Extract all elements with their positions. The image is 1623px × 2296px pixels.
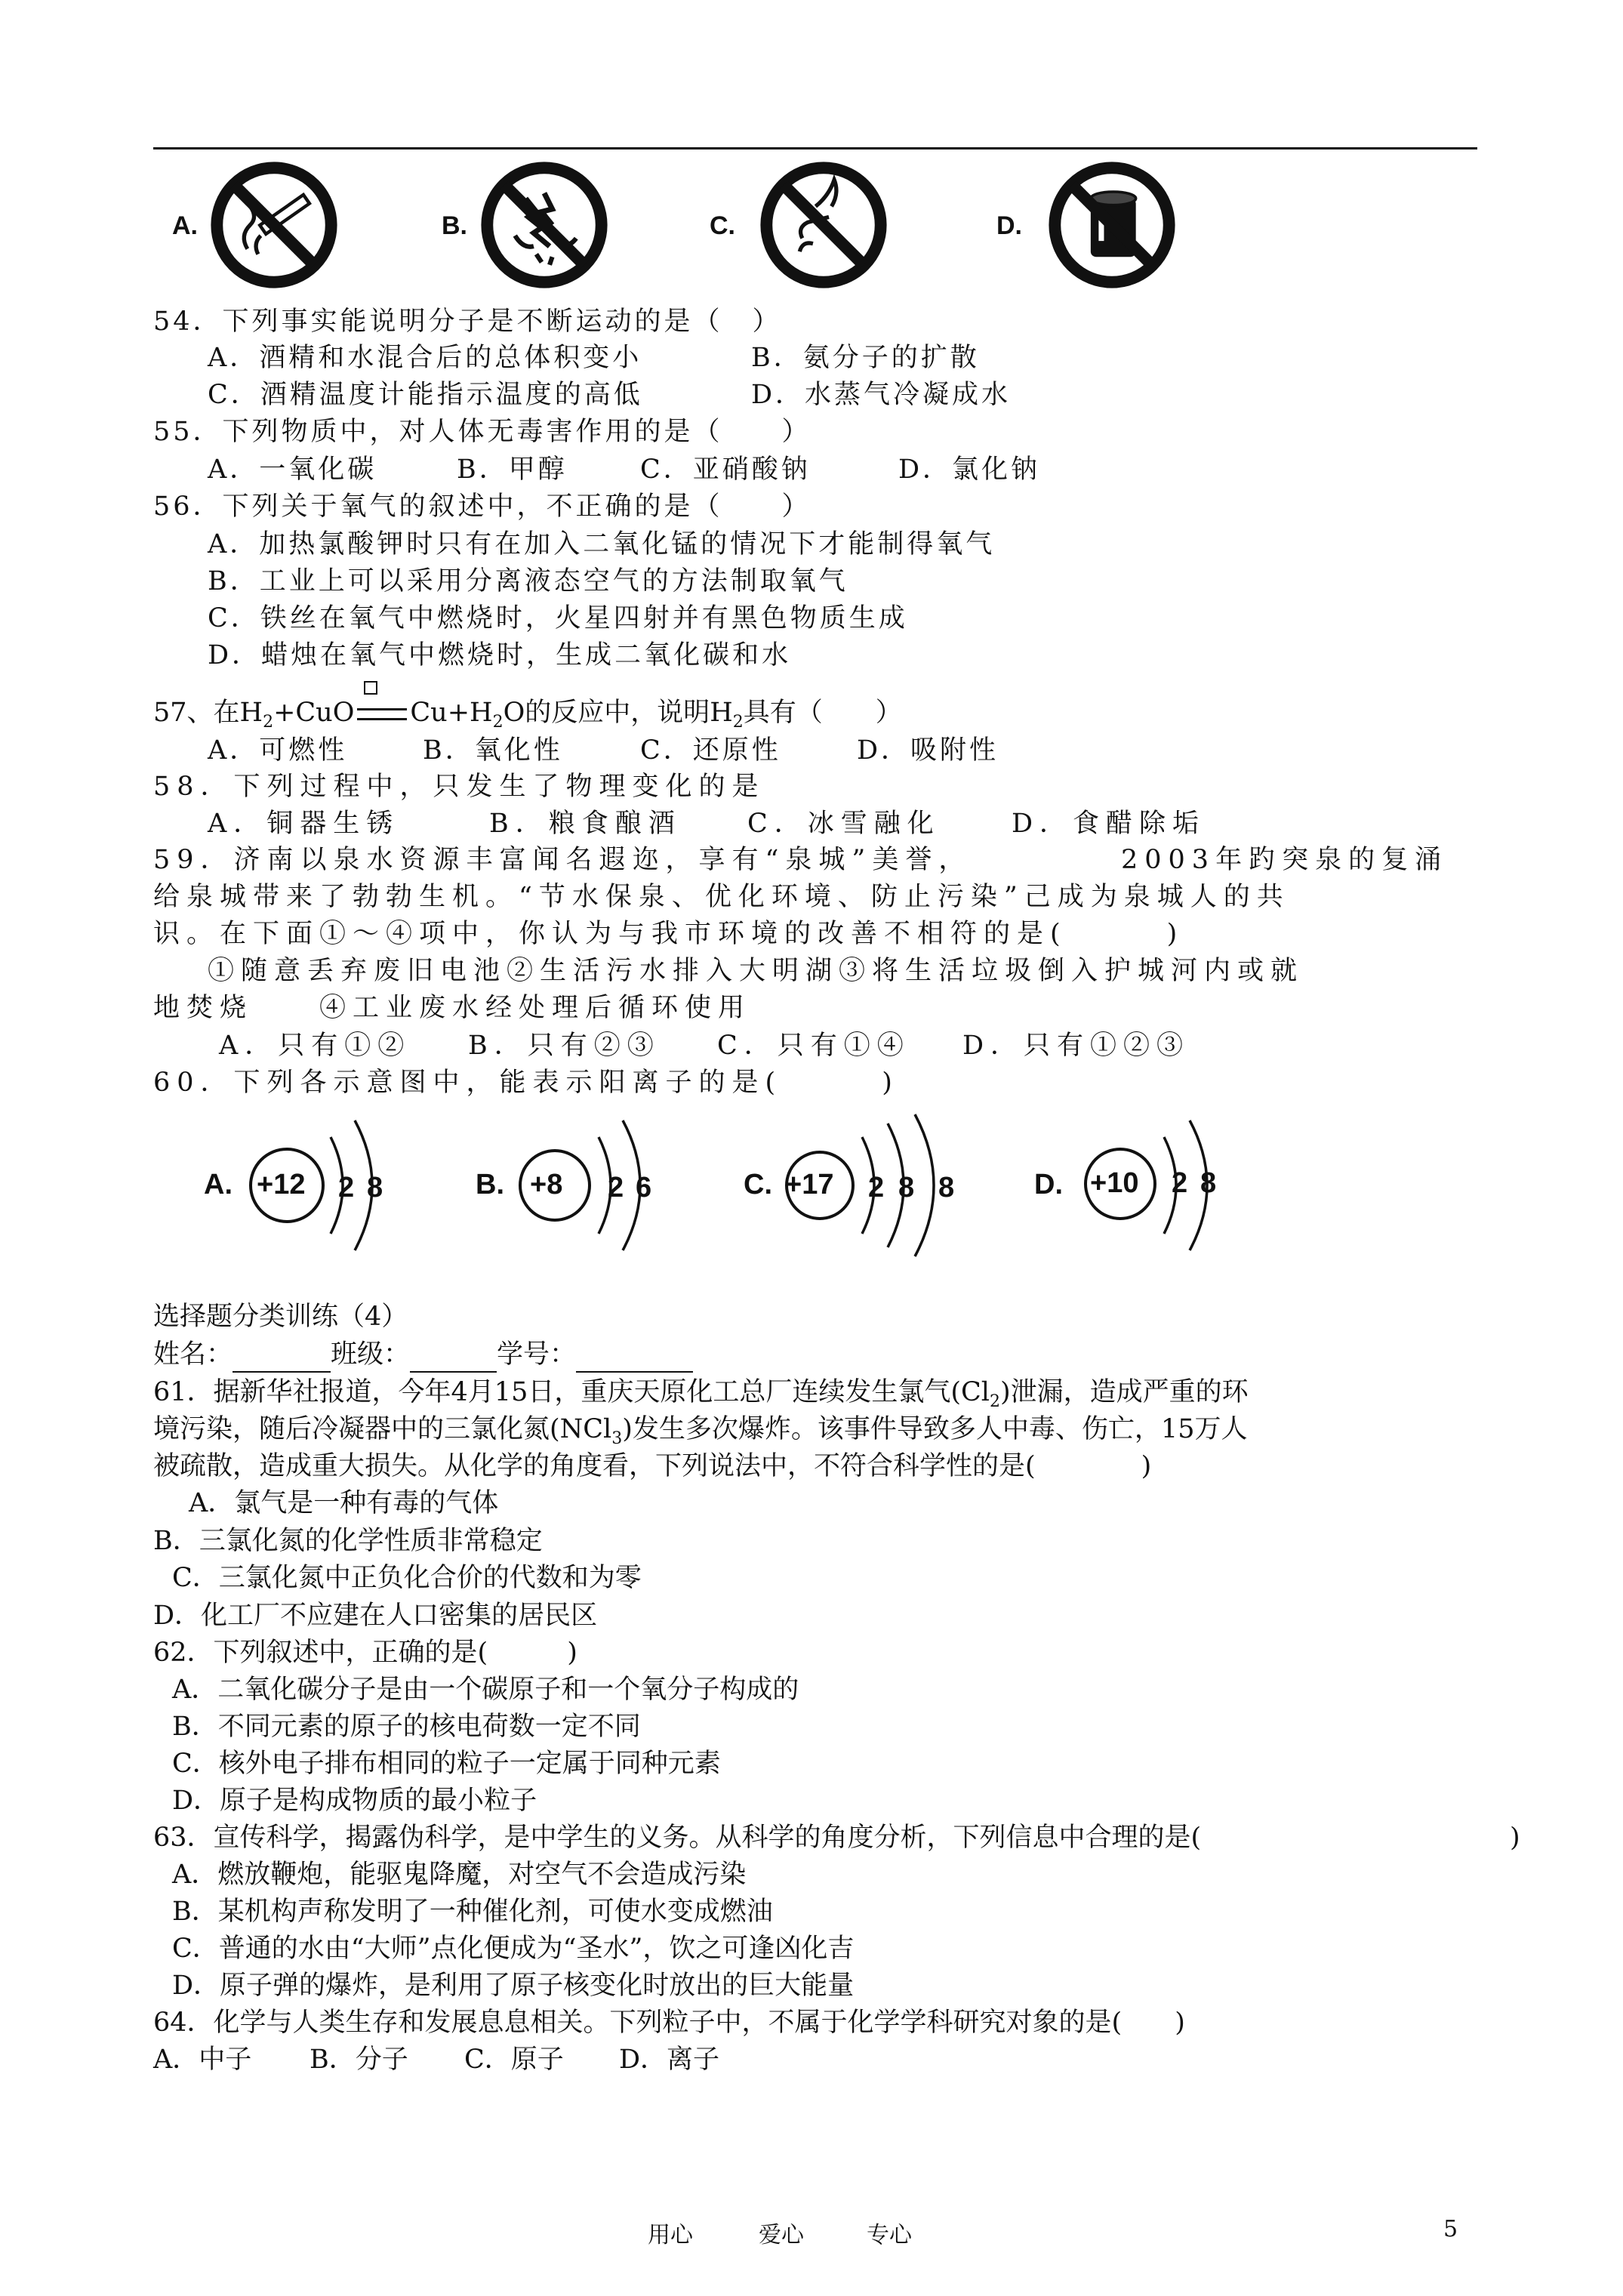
no-fireworks-icon: [478, 159, 611, 291]
question-61-line-2: 境污染，随后冷凝器中的三氯化氮(NCl$_3$)发生多次爆炸。该事件导致多人中毒、伤亡，15万人: [153, 1414, 1248, 1448]
question-61-line-1: 61．据新华社报道，今年4月15日，重庆天原化工总厂连续发生氯气$(Cl_2)$泄漏，造成严重的环: [153, 1377, 1249, 1411]
question-59-line-3: 识。在下面①～④项中，你认为与我市环境的改善不相符的是( ): [153, 919, 1184, 949]
atom-shell-c-3: 8: [938, 1172, 955, 1203]
atom-label-d: D.: [1034, 1169, 1063, 1200]
symbol-label-c: C.: [710, 211, 735, 240]
q59-option-d: D．只有①②③: [962, 1031, 1190, 1061]
symbol-label-a: A.: [172, 211, 198, 240]
q57-option-d: D．吸附性: [857, 735, 999, 766]
question-57-stem: 57、在$H_2+CuO$ $Cu+H_2O$的反应中，说明$H_2$具有（ ）: [153, 698, 902, 732]
question-63-close-paren: ): [1510, 1823, 1520, 1853]
q57-option-a: A．可燃性: [208, 735, 348, 766]
student-info-row: 姓名： 班级： 学号：: [153, 1336, 693, 1373]
q62-option-c: C．核外电子排布相同的粒子一定属于同种元素: [172, 1749, 721, 1779]
atom-nucleus-a: +12: [257, 1169, 306, 1200]
q55-option-d: D．氯化钠: [898, 455, 1041, 485]
student-id-blank: [576, 1345, 693, 1373]
page-number: 5: [1443, 2216, 1458, 2242]
q58-option-d: D．食醋除垢: [1012, 809, 1206, 839]
question-59-line-2: 给泉城带来了勃勃生机。“节水保泉、优化环境、防止污染”己成为泉城人的共: [153, 882, 1290, 912]
q55-option-c: C．亚硝酸钠: [640, 455, 811, 485]
no-smoking-icon: [208, 159, 340, 291]
question-63-stem: 63．宣传科学，揭露伪科学，是中学生的义务。从科学的角度分析，下列信息中合理的是(: [153, 1823, 1202, 1853]
q61-option-b: B．三氯化氮的化学性质非常稳定: [153, 1526, 543, 1556]
equals-double-bar: [357, 708, 407, 720]
q54-option-c: C．酒精温度计能指示温度的高低: [208, 380, 643, 410]
footer-motto-2: 爱心: [759, 2222, 804, 2248]
q58-option-a: A．铜器生锈: [208, 809, 400, 839]
class-blank: [410, 1345, 497, 1373]
atom-shell-b-1: 2: [608, 1172, 624, 1203]
question-54-stem: 54．下列事实能说明分子是不断运动的是（ ）: [153, 307, 782, 337]
question-59-line-4: ①随意丢弃废旧电池②生活污水排入大明湖③将生活垃圾倒入护城河内或就: [208, 956, 1304, 986]
question-61-line-3: 被疏散，造成重大损失。从化学的角度看，下列说法中，不符合科学性的是( ): [153, 1451, 1152, 1481]
question-59-line-1b: 2003年趵突泉的复涌: [1121, 845, 1449, 875]
atom-label-c: C.: [744, 1169, 772, 1200]
q63-option-b: B．某机构声称发明了一种催化剂，可使水变成燃油: [172, 1897, 773, 1927]
question-59-line-5: 地焚烧 ④工业废水经处理后循环使用: [153, 993, 752, 1023]
footer-motto-1: 用心: [648, 2222, 693, 2248]
symbol-label-d: D.: [996, 211, 1022, 240]
q54-option-b: B．氨分子的扩散: [751, 343, 980, 373]
question-64-stem: 64．化学与人类生存和发展息息相关。下列粒子中，不属于化学学科研究对象的是( ): [153, 2008, 1185, 2038]
atom-shell-a-2: 8: [367, 1172, 383, 1203]
question-62-stem: 62．下列叙述中，正确的是( ): [153, 1638, 577, 1668]
no-flammable-storage-icon: [1046, 159, 1178, 291]
header-rule: [153, 147, 1477, 149]
atom-nucleus-c: +17: [785, 1169, 834, 1200]
footer-motto-3: 专心: [867, 2222, 912, 2248]
q61-option-c: C．三氯化氮中正负化合价的代数和为零: [172, 1563, 642, 1593]
q56-option-b: B．工业上可以采用分离液态空气的方法制取氧气: [208, 566, 848, 596]
q58-option-c: C．冰雪融化: [747, 809, 941, 839]
q59-option-a: A．只有①②: [219, 1031, 411, 1061]
atom-nucleus-d: +10: [1090, 1167, 1139, 1199]
q63-option-c: C．普通的水由“大师”点化便成为“圣水”，饮之可逢凶化吉: [172, 1934, 855, 1964]
atom-shell-d-2: 8: [1200, 1167, 1217, 1199]
section-title: 选择题分类训练（4）: [153, 1302, 408, 1332]
q55-option-b: B．甲醇: [457, 455, 568, 485]
atom-shell-d-1: 2: [1172, 1167, 1188, 1199]
q62-option-a: A．二氧化碳分子是由一个碳原子和一个氧分子构成的: [172, 1675, 799, 1705]
q59-option-b: B．只有②③: [468, 1031, 661, 1061]
q57-option-b: B．氧化性: [423, 735, 563, 766]
q64-option-c: C．原子: [464, 2045, 564, 2075]
q61-option-a: A．氯气是一种有毒的气体: [189, 1488, 499, 1518]
q62-option-d: D．原子是构成物质的最小粒子: [172, 1786, 537, 1816]
reaction-condition-box: [364, 681, 377, 695]
atom-label-a: A.: [204, 1169, 233, 1200]
q64-option-a: A．中子: [153, 2045, 252, 2075]
question-55-stem: 55．下列物质中，对人体无毒害作用的是（ ）: [153, 417, 812, 447]
q56-option-c: C．铁丝在氧气中燃烧时，火星四射并有黑色物质生成: [208, 603, 908, 633]
question-60-stem: 60．下列各示意图中，能表示阳离子的是( ): [153, 1068, 899, 1098]
q64-option-d: D．离子: [619, 2045, 720, 2075]
atom-shell-c-1: 2: [868, 1172, 885, 1203]
q54-option-a: A．酒精和水混合后的总体积变小: [208, 343, 642, 373]
atom-shell-a-1: 2: [338, 1172, 355, 1203]
q61-option-d: D．化工厂不应建在人口密集的居民区: [153, 1601, 598, 1631]
q56-option-d: D．蜡烛在氧气中燃烧时，生成二氧化碳和水: [208, 640, 792, 670]
q63-option-a: A．燃放鞭炮，能驱鬼降魔，对空气不会造成污染: [172, 1860, 747, 1890]
no-open-flame-icon: [757, 159, 890, 291]
q63-option-d: D．原子弹的爆炸，是利用了原子核变化时放出的巨大能量: [172, 1971, 855, 2001]
question-59-line-1: 59．济南以泉水资源丰富闻名遐迩，享有“泉城”美誉，: [153, 845, 972, 875]
atom-nucleus-b: +8: [530, 1169, 563, 1200]
q54-option-d: D．水蒸气冷凝成水: [751, 380, 1012, 410]
q64-option-b: B．分子: [310, 2045, 408, 2075]
q57-option-c: C．还原性: [640, 735, 781, 766]
q56-option-a: A．加热氯酸钾时只有在加入二氧化锰的情况下才能制得氧气: [208, 529, 996, 559]
question-58-stem: 58．下列过程中，只发生了物理变化的是: [153, 772, 765, 802]
atom-shell-c-2: 8: [898, 1172, 915, 1203]
name-blank: [233, 1345, 331, 1373]
q62-option-b: B．不同元素的原子的核电荷数一定不同: [172, 1712, 641, 1742]
atom-shell-b-2: 6: [636, 1172, 652, 1203]
atom-label-b: B.: [476, 1169, 504, 1200]
q58-option-b: B．粮食酿酒: [489, 809, 682, 839]
question-56-stem: 56．下列关于氧气的叙述中，不正确的是（ ）: [153, 492, 812, 522]
q59-option-c: C．只有①④: [717, 1031, 910, 1061]
q55-option-a: A．一氧化碳: [208, 455, 377, 485]
symbol-label-b: B.: [442, 211, 467, 240]
